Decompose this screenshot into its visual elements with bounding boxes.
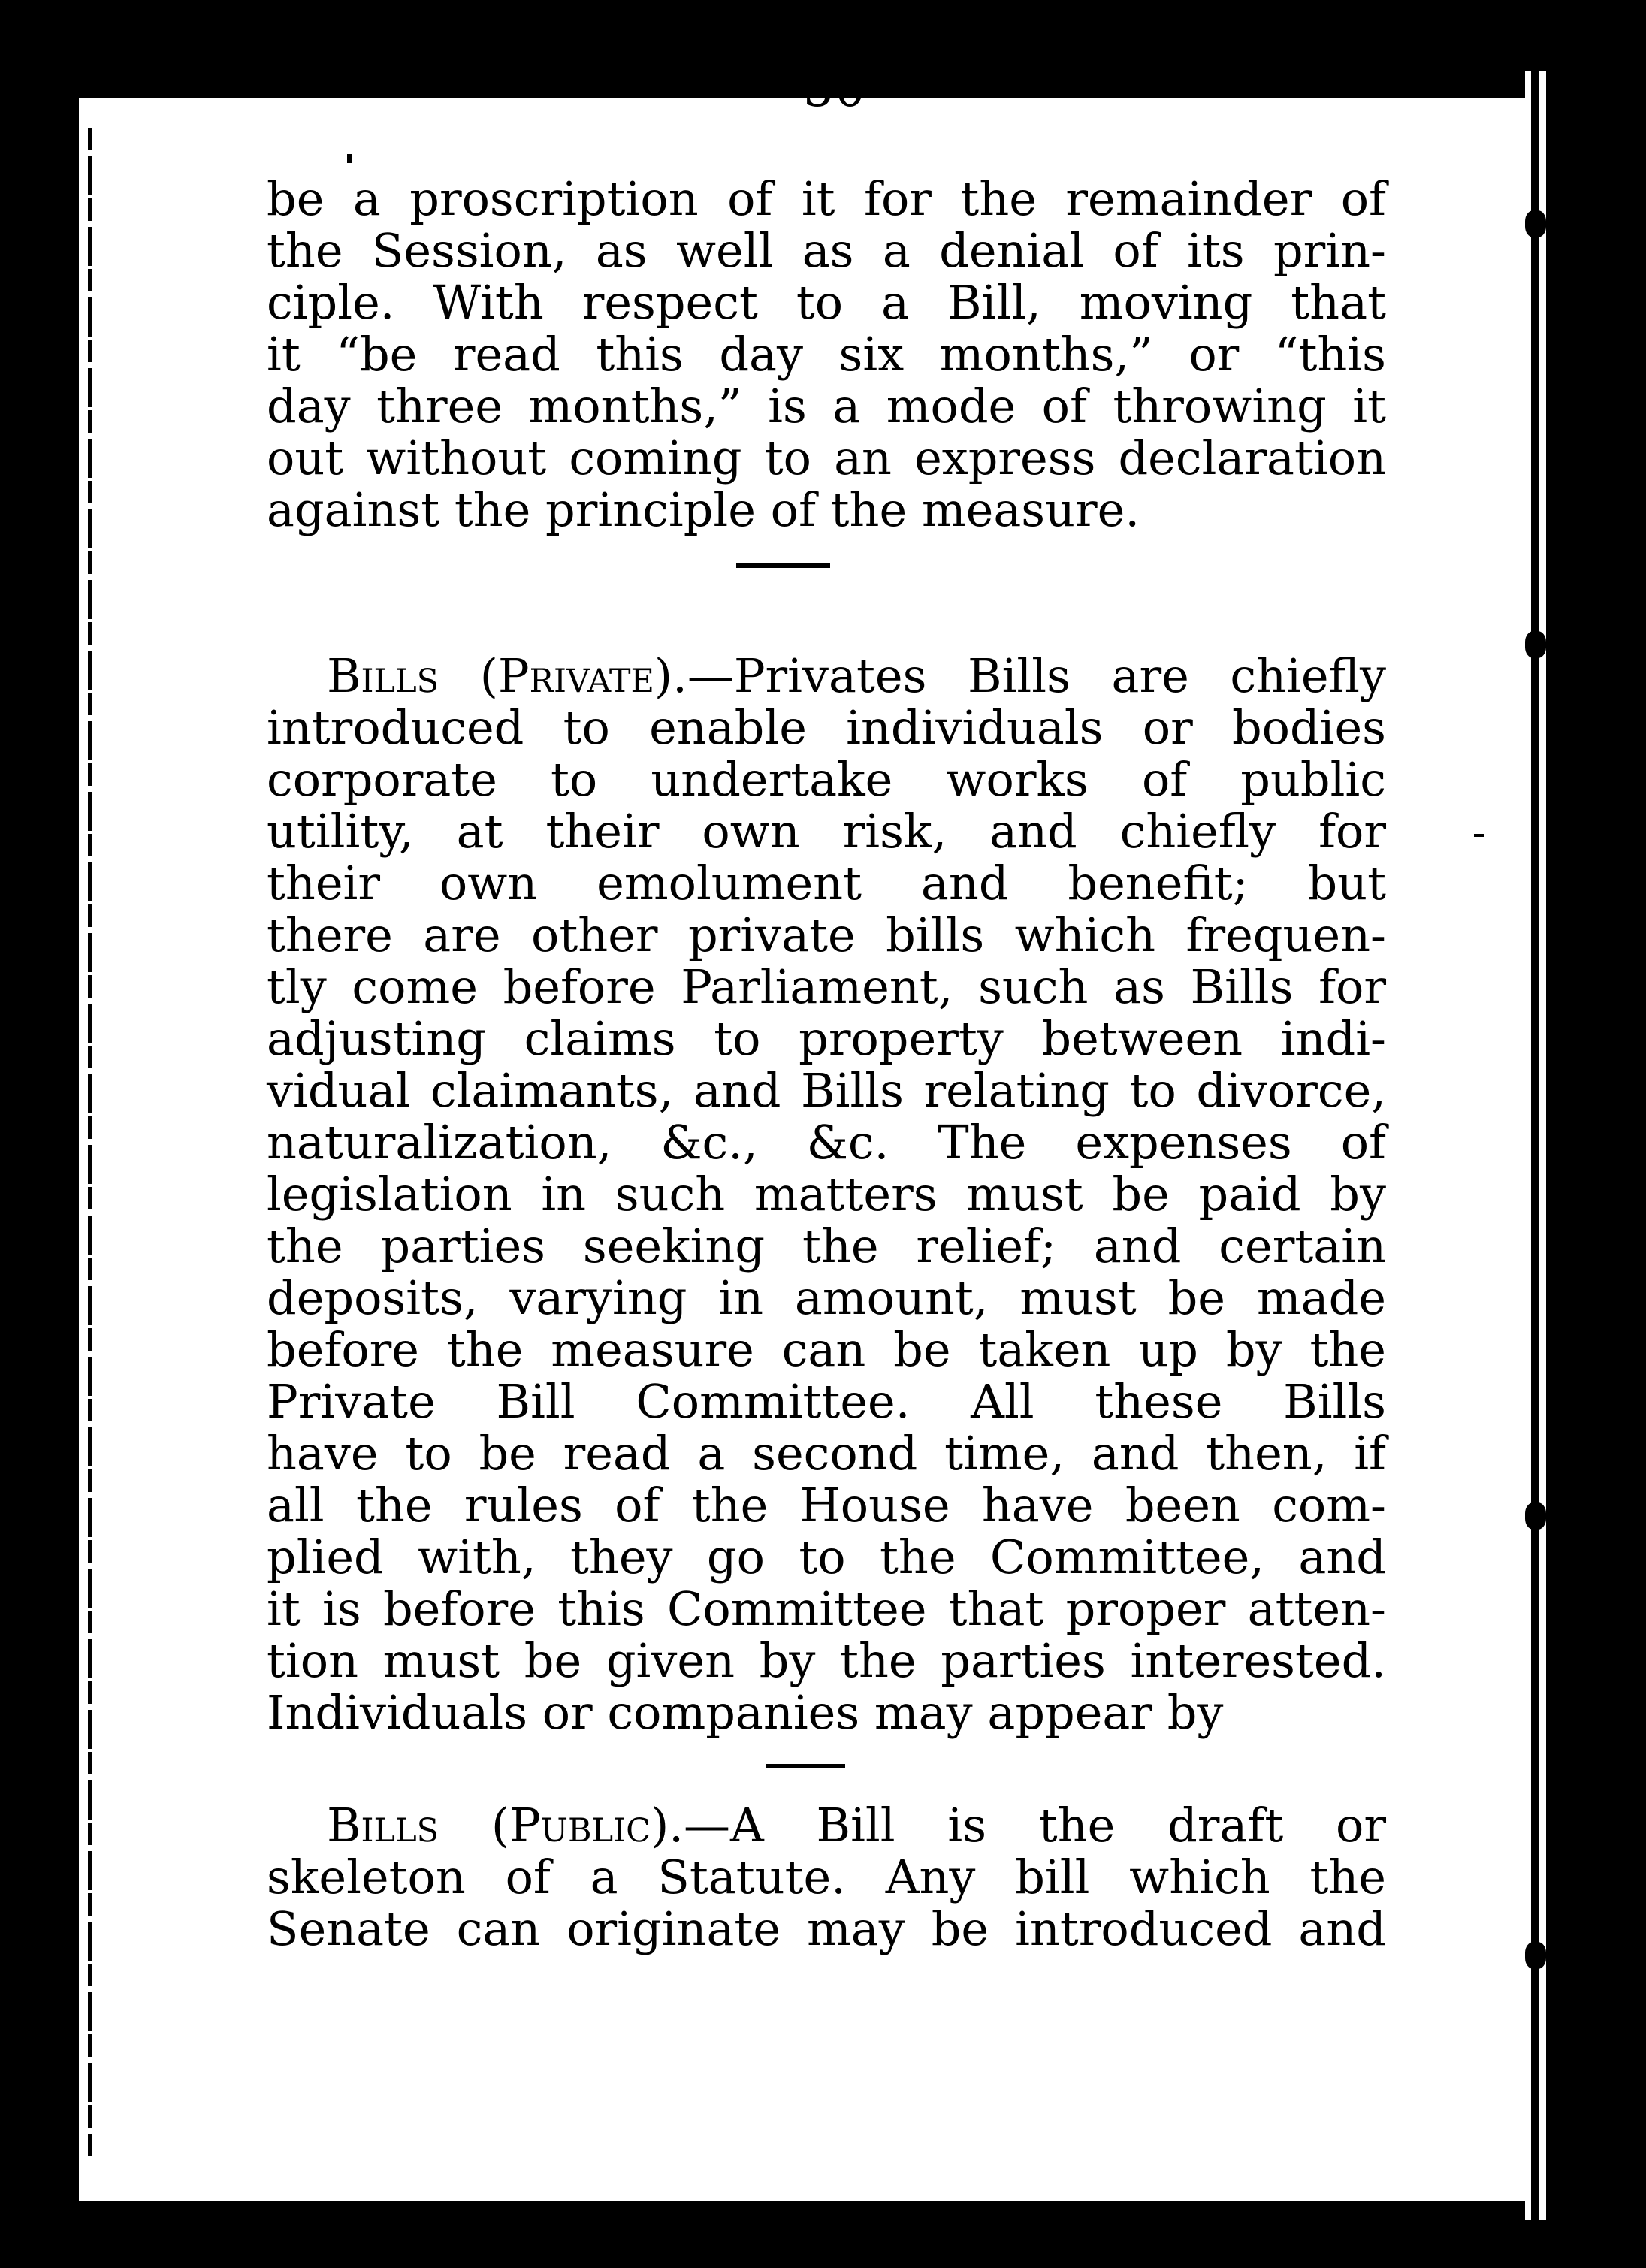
text-line: Individuals or companies may appear by — [267, 1685, 1224, 1740]
text-line: Senate can originate may be introduced and — [267, 1901, 1386, 1956]
binding-notch — [1525, 210, 1546, 237]
binding-notch — [1525, 1502, 1546, 1530]
text-line: adjusting claims to property between indi- — [267, 1011, 1386, 1066]
binding-notch — [1525, 631, 1546, 658]
text-line: vidual claimants, and Bills relating to divorce, — [267, 1063, 1386, 1118]
text-line: plied with, they go to the Committee, and — [267, 1530, 1386, 1584]
text-line: their own emolument and benefit; but — [267, 856, 1386, 911]
text-line: the parties seeking the relief; and certain — [267, 1219, 1386, 1273]
text-line-heading — [267, 1799, 1386, 1851]
text-line: it is before this Committee that proper atten- — [267, 1581, 1386, 1636]
text-line: out without coming to an express declaration — [267, 430, 1386, 485]
entry-heading-rest: —Privates Bills are chiefly — [687, 648, 1386, 703]
text-line: skeleton of a Statute. Any bill which the — [267, 1850, 1386, 1904]
text-line: the Session, as well as a denial of its prin- — [267, 223, 1386, 278]
ink-speck — [347, 154, 352, 163]
text-line: deposits, varying in amount, must be made — [267, 1270, 1386, 1325]
paragraph-bills-private — [267, 650, 1386, 1738]
text-line: tly come before Parliament, such as Bills for — [267, 959, 1386, 1014]
text-line: before the measure can be taken up by the — [267, 1322, 1386, 1377]
section-divider — [736, 563, 830, 568]
page-number: 50 — [802, 60, 866, 118]
binding-notch — [1525, 1942, 1546, 1969]
text-line: ciple. With respect to a Bill, moving that — [267, 275, 1386, 330]
text-line: there are other private bills which frequen- — [267, 908, 1386, 962]
ink-speck — [1474, 834, 1484, 837]
text-line-heading — [267, 650, 1386, 702]
text-line: all the rules of the House have been com- — [267, 1478, 1386, 1533]
paragraph-bills-public — [267, 1799, 1386, 1955]
section-divider — [766, 1764, 845, 1768]
text-line: introduced to enable individuals or bodies — [267, 700, 1386, 755]
text-line: corporate to undertake works of public — [267, 752, 1386, 807]
paragraph-continuation — [267, 173, 1386, 536]
entry-heading: Bills (Public). — [327, 1798, 684, 1853]
text-line: naturalization, &c., &c. The expenses of — [267, 1115, 1386, 1170]
binding-edge — [1525, 71, 1546, 2220]
text-line: it “be read this day six months,” or “this — [267, 327, 1386, 382]
text-line: against the principle of the measure. — [267, 482, 1140, 537]
text-line: tion must be given by the parties interested. — [267, 1633, 1386, 1688]
binding-edge-bar — [1531, 71, 1539, 2220]
text-line: day three months,” is a mode of throwing it — [267, 379, 1386, 433]
text-line: be a proscription of it for the remainder of — [267, 171, 1386, 226]
text-line: have to be read a second time, and then, if — [267, 1426, 1386, 1481]
text-line: legislation in such matters must be paid by — [267, 1167, 1386, 1222]
text-line: Private Bill Committee. All these Bills — [267, 1374, 1386, 1429]
entry-heading: Bills (Private). — [327, 648, 687, 703]
entry-heading-rest: —A Bill is the draft or — [683, 1798, 1386, 1853]
text-line: utility, at their own risk, and chiefly for — [267, 804, 1386, 859]
